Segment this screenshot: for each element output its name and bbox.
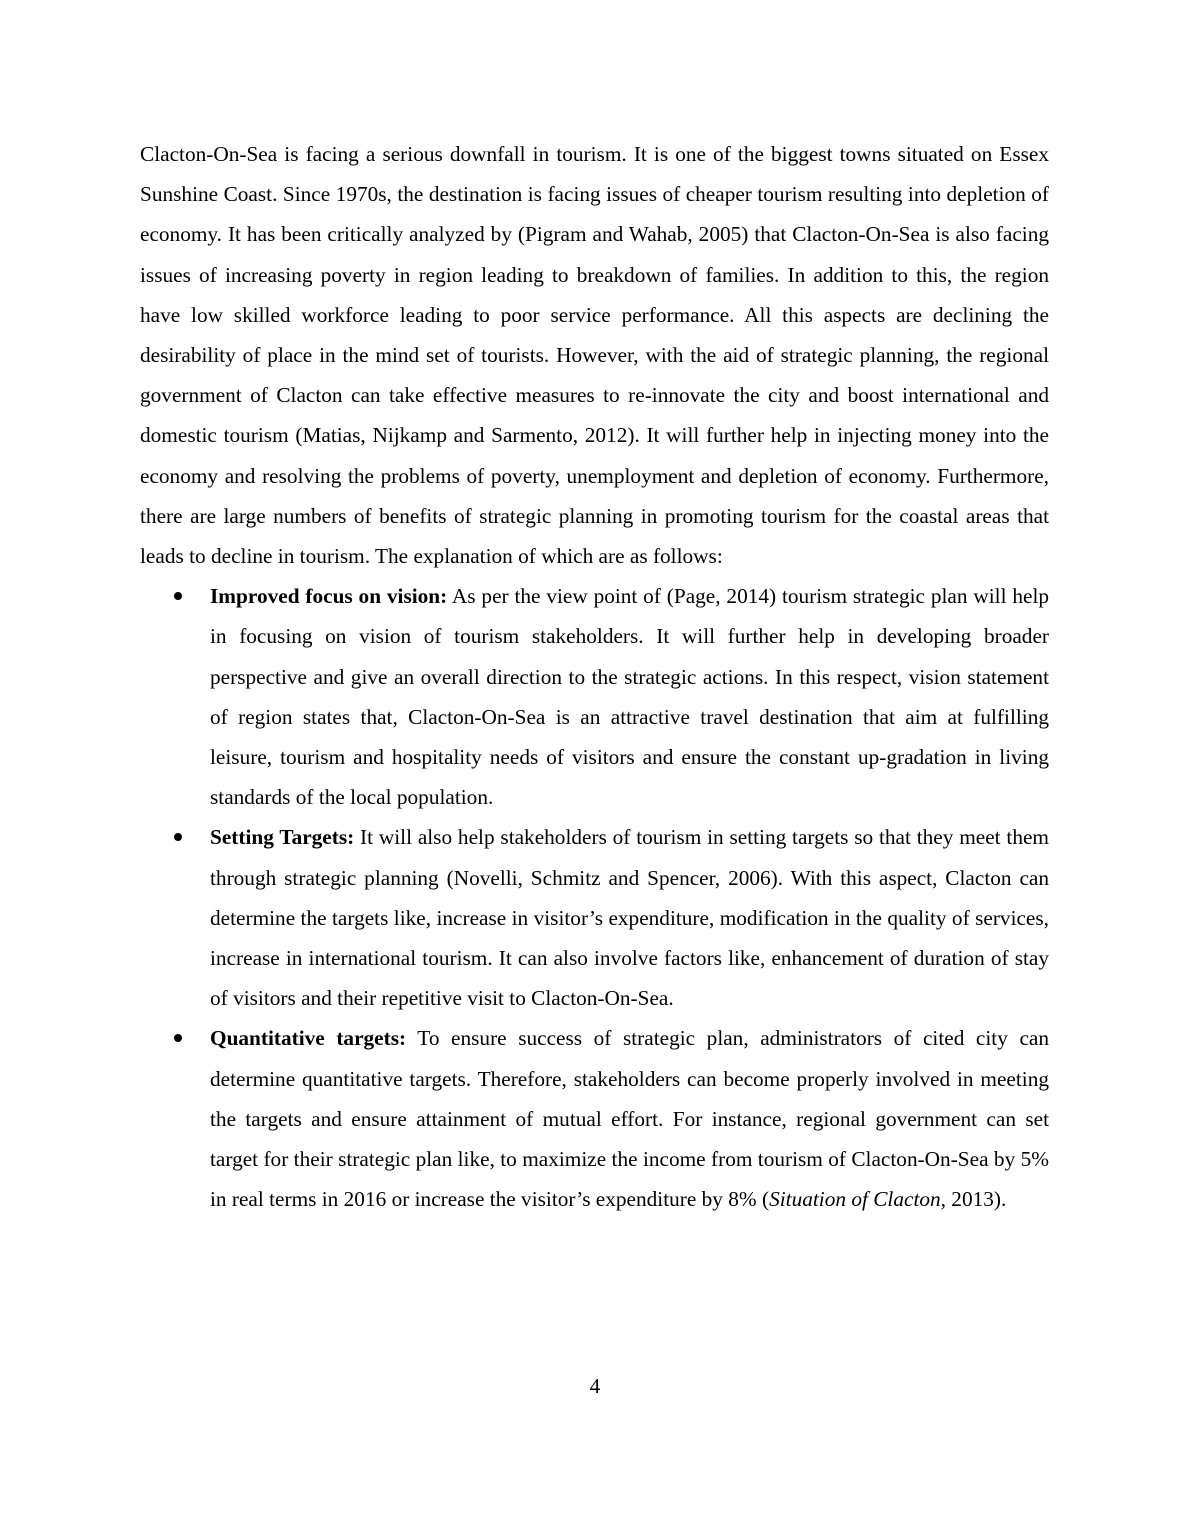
bullet-heading: Improved focus on vision: — [210, 584, 448, 609]
list-item — [210, 817, 1049, 1018]
bullet-icon — [174, 833, 182, 841]
list-item — [210, 576, 1049, 817]
bullet-icon — [174, 592, 182, 600]
body-text — [140, 134, 1049, 1219]
bullet-text: As per the view point of (Page, 2014) tourism strategic plan will help in focusing on vision of tourism stakeholders. It will further help in developing broader perspective and give an overall direction to the strategic actions. In this respect, vision statement of region states that, Clacton-On-Sea is an attractive travel destination that aim at fulfilling leisure, tourism and hospitality needs of visitors and ensure the constant up-gradation in living standards of the local population. — [210, 584, 1050, 810]
bullet-text: To ensure success of strategic plan, administrators of cited city can determine quantitative targets. Therefore, stakeholders can become properly involved in meeting the targets and ensure attainment of mutual effort. For instance, regional government can set target for their strategic plan like, to maximize the income from tourism of Clacton-On-Sea by 5% in real terms in 2016 or increase the visitor’s expenditure by 8% ( — [210, 1026, 1049, 1212]
bullet-text: It will also help stakeholders of tourism in setting targets so that they meet them through strategic planning (Novelli, Schmitz and Spencer, 2006). With this aspect, Clacton can determine the targets like, increase in visitor’s expenditure, modification in the quality of services, increase in international tourism. It can also involve factors like, enhancement of duration of stay of visitors and their repetitive visit to Clacton-On-Sea. — [210, 825, 1049, 1011]
citation-title: Situation of Clacton — [769, 1187, 941, 1212]
list-item — [210, 1018, 1049, 1219]
bullet-heading: Setting Targets: — [210, 825, 355, 850]
page-number: 4 — [589, 1374, 601, 1398]
citation-tail: , 2013). — [940, 1187, 1007, 1212]
bullet-heading: Quantitative targets: — [210, 1026, 407, 1051]
benefits-list — [140, 576, 1049, 1219]
bullet-icon — [174, 1034, 182, 1042]
intro-paragraph: Clacton-On-Sea is facing a serious downfall in tourism. It is one of the biggest towns situated on Essex Sunshine Coast. Since 1970s, the destination is facing issues of cheaper tourism resulting into depletion of economy. It has been critically analyzed by (Pigram and Wahab, 2005) that Clacton-On-Sea is also facing issues of increasing poverty in region leading to breakdown of families. In addition to this, the region have low skilled workforce leading to poor service performance. All this aspects are declining the desirability of place in the mind set of tourists. However, with the aid of strategic planning, the regional government of Clacton can take effective measures to re-innovate the city and boost international and domestic tourism (Matias, Nijkamp and Sarmento, 2012). It will further help in injecting money into the economy and resolving the problems of poverty, unemployment and depletion of economy. Furthermore, there are large numbers of benefits of strategic planning in promoting tourism for the coastal areas that leads to decline in tourism. The explanation of which are as follows: — [140, 142, 1049, 569]
